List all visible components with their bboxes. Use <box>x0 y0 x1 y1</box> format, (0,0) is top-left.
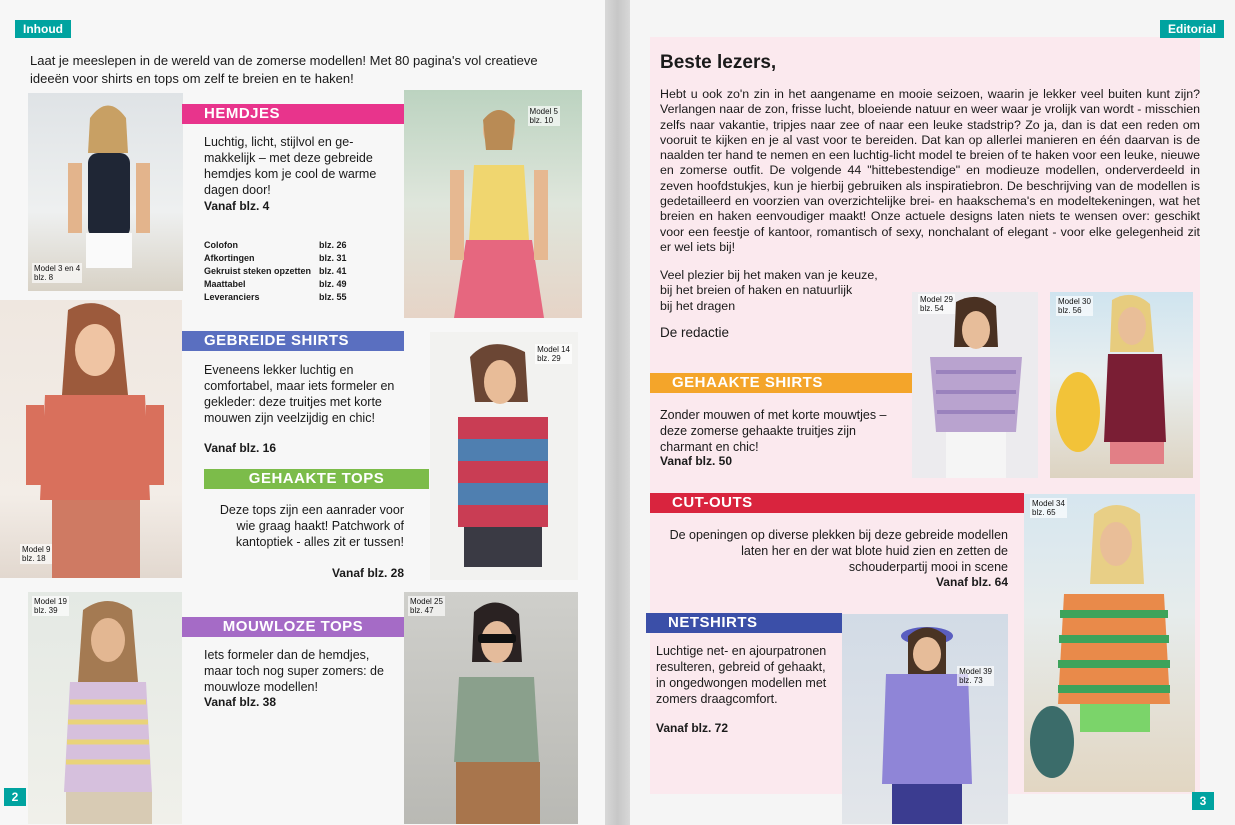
text-mouwloze-tops: Iets formeler dan de hemdjes, maar toch nog super zomers: de mouwloze modellen! <box>204 648 384 694</box>
heading-gebreide-shirts: GEBREIDE SHIRTS <box>204 332 350 349</box>
toc-label: Leveranciers <box>204 291 260 302</box>
band-gehaakte-tops <box>204 469 429 489</box>
heading-cut-outs: CUT-OUTS <box>672 494 753 511</box>
vanaf-gehaakte-tops: Vanaf blz. 28 <box>331 566 404 580</box>
toc-label: Maattabel <box>204 278 246 289</box>
band-netshirts <box>646 613 842 633</box>
toc-page: blz. 55 <box>319 291 347 302</box>
toc-label: Gekruist steken opzetten <box>204 265 312 276</box>
caption-model-30: Model 30 blz. 56 <box>1058 297 1091 315</box>
photo-model-25 <box>404 592 578 824</box>
heading-mouwloze-tops: MOUWLOZE TOPS <box>222 618 364 635</box>
toc-label: Colofon <box>204 239 238 250</box>
photo-model-30 <box>1050 292 1193 478</box>
toc-row <box>204 277 347 290</box>
photo-model-34 <box>1024 494 1195 792</box>
toc-page: blz. 41 <box>319 265 347 276</box>
heading-netshirts: NETSHIRTS <box>668 614 758 631</box>
vanaf-cut-outs: Vanaf blz. 64 <box>935 575 1008 589</box>
caption-model-19: Model 19 blz. 39 <box>34 597 67 615</box>
caption-model-34: Model 34 blz. 65 <box>1032 499 1065 517</box>
text-gehaakte-shirts: Zonder mouwen of met korte mouwtjes – deze zomerse gehaakte truitjes zijn charmant en chic! <box>660 408 887 454</box>
caption-model-9: Model 9 blz. 18 <box>22 545 51 563</box>
editorial-signature: De redactie <box>660 325 730 340</box>
band-cut-outs <box>650 493 1024 513</box>
editorial-title: Beste lezers, <box>660 52 777 73</box>
intro-text: Laat je meeslepen in de wereld van de zomerse modellen! Met 80 pagina's vol creatieve ideeën voor shirts en tops om zelf te breien en te haken! <box>30 53 538 86</box>
photo-model-5 <box>404 90 582 318</box>
page-number-left: 2 <box>4 788 26 806</box>
band-gehaakte-shirts <box>650 373 912 393</box>
page-number-right: 3 <box>1192 792 1214 810</box>
caption-model-3: Model 3 en 4 blz. 8 <box>34 264 81 282</box>
toc-page: blz. 49 <box>319 278 347 289</box>
editorial-body: Hebt u ook zo'n zin in het aangename en mooie seizoen, waarin je lekker veel buiten kunt zijn? Verlangen naar de zon, frisse lucht, bloeiende natuur en weer waar je vrolijk van wordt - misschien zelfs naar vakantie, tripjes naar zee of naar een leuke stadstrip? Zo ja, dan is dat een reden om vooruit te kijken en je al vast voor te bereiden. Dat kan op allerlei manieren en één daarvan is de naalden ter hand te nemen en een luchtig-licht model te breien of te haken voor een leuke, nieuwe en zomerse outfit. De volgende 44 "hittebestendige" en modieuze modellen, onderverdeeld in zeven hoofdstukjes, kun je hierbij gebruiken als inspiratiebron. De beschrijving van de modellen is gedetailleerd en voorzien van overzichtelijke brei- en haakschema's en modeltekeningen, wat het breien en haken eenvoudiger maakt! Onze actuele designs laten niets te wensen over: geschikt voor een feestje of kantoor, romantisch of sexy, nonchalant of elegant - voor elke gelegenheid zit er wel iets bij! <box>660 87 1200 254</box>
photo-model-3 <box>28 93 183 291</box>
text-netshirts: Luchtige net- en ajourpatronen resulteren, gebreid of gehaakt, in ongedwongen modellen met zomers draagcomfort. <box>656 644 827 706</box>
caption-model-29: Model 29 blz. 54 <box>920 295 953 313</box>
caption-model-25: Model 25 blz. 47 <box>410 597 443 615</box>
section-tag-editorial: Editorial <box>1160 20 1224 38</box>
caption-model-5: Model 5 blz. 10 <box>529 107 558 125</box>
photo-model-14 <box>430 332 578 580</box>
text-gebreide-shirts: Eveneens lekker luchtig en comfortabel, maar iets formeler en gekleder: deze truitjes met korte mouwen zijn veelzijdig en chic! <box>204 363 395 425</box>
toc-page: blz. 31 <box>319 252 347 263</box>
text-cut-outs: De openingen op diverse plekken bij deze gebreide modellen laten her en der wat blote huid zien en zetten de schouderpartij mooi in scene <box>669 528 1008 574</box>
vanaf-gehaakte-shirts: Vanaf blz. 50 <box>660 454 733 468</box>
text-gehaakte-tops: Deze tops zijn een aanrader voor wie graag haakt! Patchwork of kantoptiek - alles zit er tussen! <box>219 503 404 549</box>
toc-row <box>204 264 347 277</box>
section-tag-inhoud: Inhoud <box>15 20 71 38</box>
toc-row <box>204 290 347 303</box>
vanaf-netshirts: Vanaf blz. 72 <box>656 721 729 735</box>
band-mouwloze-tops <box>182 617 404 637</box>
photo-model-29 <box>912 292 1038 478</box>
toc-label: Afkortingen <box>204 252 255 263</box>
vanaf-gebreide-shirts: Vanaf blz. 16 <box>204 441 277 455</box>
spine-gutter <box>605 0 630 825</box>
vanaf-mouwloze-tops: Vanaf blz. 38 <box>204 695 277 709</box>
vanaf-hemdjes: Vanaf blz. 4 <box>204 199 270 213</box>
editorial-closing: Veel plezier bij het maken van je keuze, bij het breien of haken en natuurlijk bij het dragen <box>660 268 878 313</box>
text-hemdjes: Luchtig, licht, stijlvol en ge-makkelijk – met deze gebreide hemdjes kom je cool de warme dagen door! <box>204 135 377 197</box>
heading-gehaakte-tops: GEHAAKTE TOPS <box>248 470 385 487</box>
caption-model-14: Model 14 blz. 29 <box>537 345 570 363</box>
table-of-contents <box>204 238 347 303</box>
toc-page: blz. 26 <box>319 239 347 250</box>
photo-model-9 <box>0 300 182 578</box>
band-gebreide-shirts <box>182 331 404 351</box>
heading-gehaakte-shirts: GEHAAKTE SHIRTS <box>672 374 823 391</box>
caption-model-39: Model 39 blz. 73 <box>959 667 992 685</box>
photo-model-19 <box>28 592 182 824</box>
band-hemdjes <box>182 104 404 124</box>
heading-hemdjes: HEMDJES <box>204 105 281 122</box>
photo-model-39 <box>842 614 1008 824</box>
toc-row <box>204 251 347 264</box>
toc-row <box>204 238 347 251</box>
